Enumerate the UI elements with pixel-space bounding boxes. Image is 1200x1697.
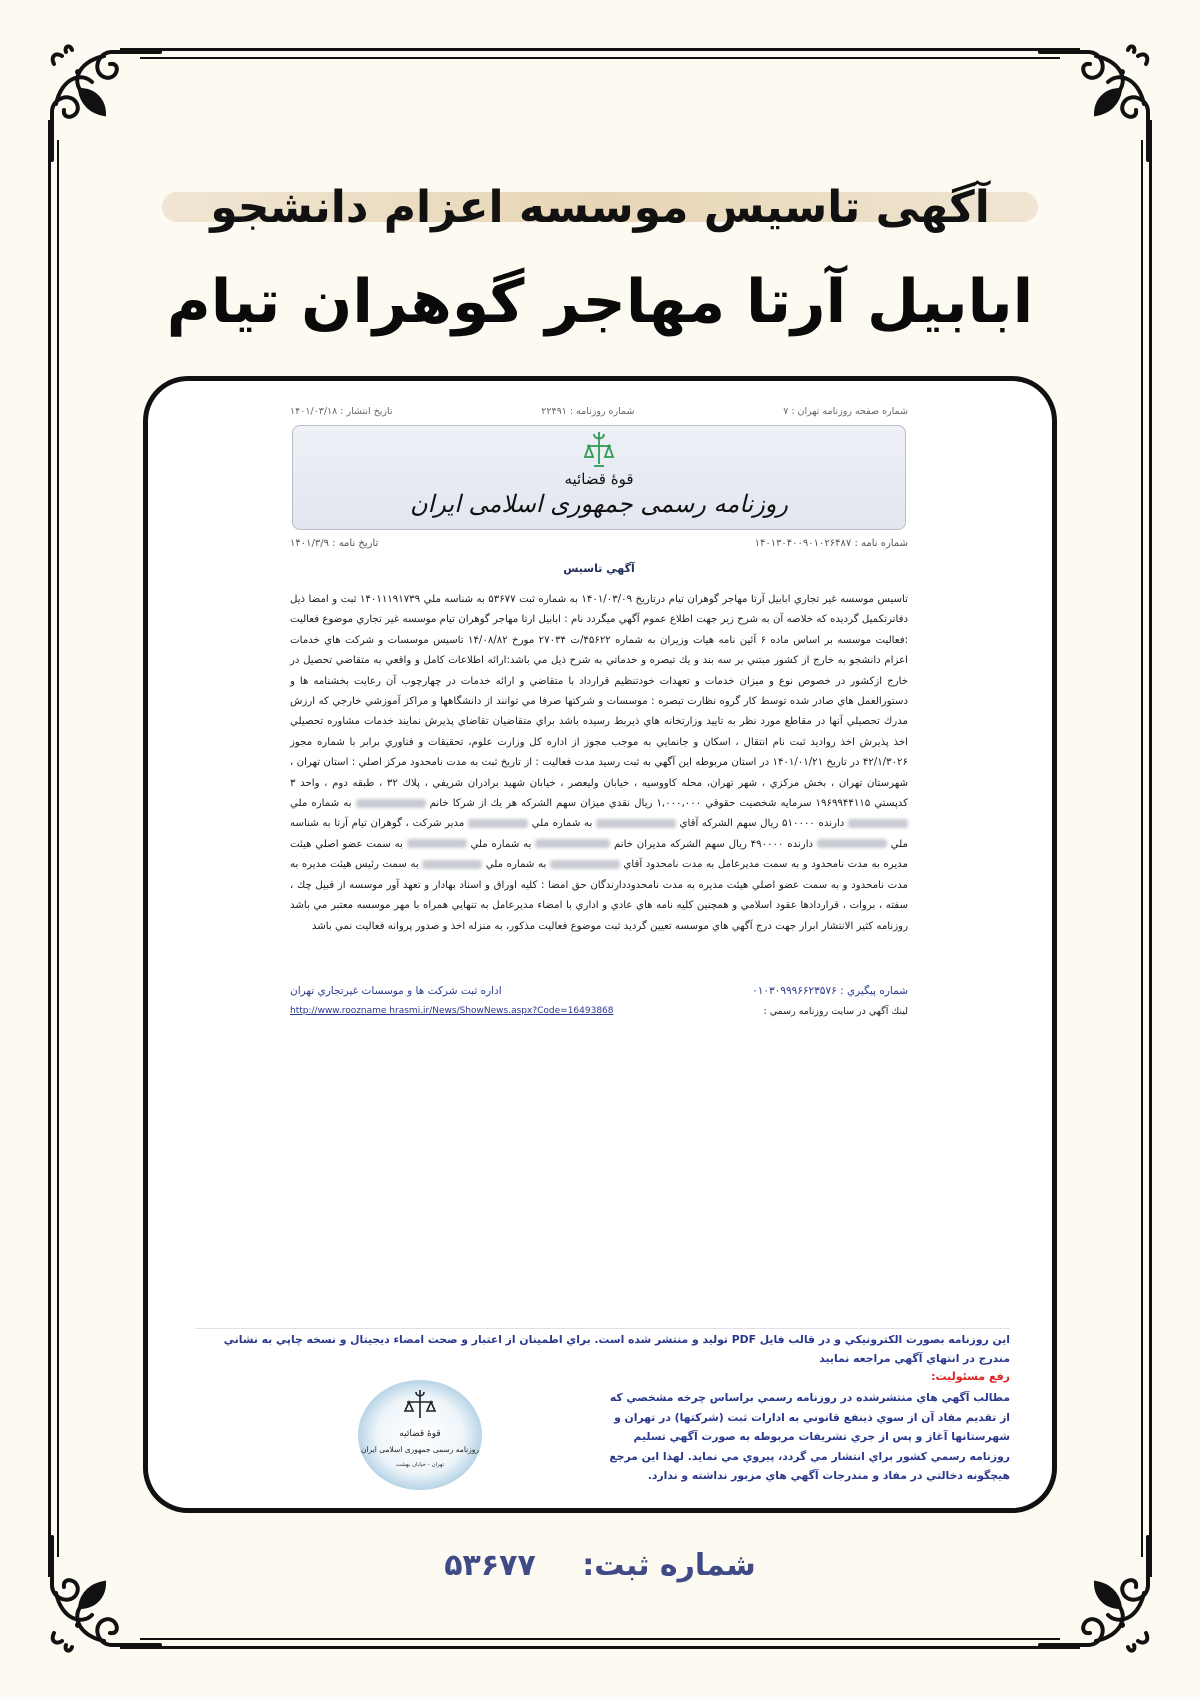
frame-top-inner (140, 57, 1060, 59)
body-text-part: دارنده ۵۱۰۰۰۰ ريال سهم الشركه آقاي (679, 818, 845, 830)
body-text-part: به شماره ملي (470, 838, 532, 850)
redacted-name (356, 799, 426, 808)
seal-line-3: تهران - خیابان بهشت (395, 1462, 445, 1468)
masthead-title: روزنامه رسمی جمهوری اسلامی ایران (410, 490, 788, 518)
body-text-part: دارنده ۴۹۰۰۰۰ ريال سهم الشركه مديران خانم (613, 838, 814, 850)
gazette-masthead (292, 425, 906, 530)
announcement-title: آگهي تاسيس (563, 562, 635, 575)
redacted-name (535, 839, 610, 848)
letter-meta-row (290, 538, 908, 549)
headline-line-2: ابابیل آرتا مهاجر گوهران تیام (166, 267, 1034, 337)
letter-date-label: تاریخ نامه : ۱۴۰۱/۳/۹ (290, 538, 379, 549)
publish-date-label: تاریخ انتشار : ۱۴۰۱/۰۳/۱۸ (290, 406, 393, 417)
body-text-part: تاسيس موسسه غير تجاري ابابيل آرتا مهاجر گوهران تيام درتاريخ ۱۴۰۱/۰۳/۰۹ به شماره ثبت ۵۳۶۷۷ به شناسه ملي ۱۴۰۱۱۱۹۱۷۳۹ ثبت و امضا ذيل دفاترتكميل گرديده كه خلاصه آن به شرح زير جهت اطلاع عموم آگهي ميگردد نام : ابابيل ارتا مهاجر گوهران تيام موسسه غير تجاري موضوع فعاليت :فعاليت موسسه بر اساس ماده ۶ آئين نامه هيات وزيران به شماره ۴۵۶۲۲/ت ۲۷۰۳۴ مورخ ۱۴/۰۸/۸۲ تاسيس موسسات و شركت هاي خدمات اعزام دانشجو به خارج از كشور مبتني بر سه بند و يك تبصره و خدماتي به شرح ذيل مي باشد:ارائه اطلاعات كامل و واقعي به متقاضي تحصيل در خارج ازكشور در خصوص نوع و ميزان خدمات و تعهدات خودتنظيم قرارداد با متقاضي و ارائه خدمات در چهارچوب آن رعايت بخشنامه ها و دستورالعمل هاي صادر شده توسط كار گروه نظارت تبصره : موسسات و شركتها صرفا مي توانند از دانشگاهها و مراكز آموزشي خارجي كه ارزش مدرك تحصيلي آنها در مقاطع مورد نظر به تاييد وزارتخانه هاي ذيربط رسيده باشد براي متقاضيان تقاضاي پذيرش نمايند خدمات مشاوره تحصيلي اخذ پذيرش اخذ رواديد ثبت نام انتقال ، اسكان و جانمايي به موجب مجوز از اداره كل وزارت علوم، تحقيقات و فناوري برابر با شماره مجوز ۴۲/۱/۳۰۲۶ در تاريخ ۱۴۰۱/۰۱/۲۱ در استان مربوطه اين آگهي به ثبت رسيد مدت فعاليت : از تاريخ ثبت به مدت نامحدود مركز اصلي : استان تهران ، شهرستان تهران ، بخش مركزي ، شهر تهران، محله كاووسيه ، خيابان وليعصر ، خيابان شهيد برادران شريفي ، پلاك ۳۲ ، طبقه دوم ، واحد ۳ كدپستي ۱۹۶۹۹۴۴۱۱۵ سرمايه شخصيت حقوقي ۱,۰۰۰,۰۰۰ ريال نقدي ميزان سهم الشركه هر يك از شركا خانم (290, 594, 909, 810)
registry-office-name: اداره ثبت شركت ها و موسسات غيرتجاري تهران (290, 985, 502, 997)
corner-ornament-bottom-right-icon (1038, 1535, 1158, 1655)
frame-right-inner (1141, 140, 1143, 1557)
body-text-part: به سمت عضو اصلي هيئت مديره به مدت نامحدود و به سمت مديرعامل به مدت نامحدود آقاي (290, 838, 908, 871)
corner-ornament-top-right-icon (1038, 42, 1158, 162)
disclaimer-heading: رفع مسئوليت: (931, 1370, 1010, 1383)
frame-right-outer (1149, 120, 1152, 1577)
body-text-part: به شماره ملي (531, 818, 593, 830)
registration-value: ۵۳۶۷۷ (444, 1548, 536, 1583)
headline-line-1: آگهی تاسیس موسسه اعزام دانشجو (210, 182, 990, 233)
disclaimer-intro: اين روزنامه بصورت الكترونيكي و در قالب فايل PDF توليد و منتشر شده است. براي اطمينان از اعتبار و صحت امضاء ديجيتال و نسخه چاپي به نشاني مندرج در انتهاي آگهي مراجعه نماييد (223, 1333, 1010, 1365)
frame-left-inner (57, 140, 59, 1557)
body-text-part: به شماره ملي (290, 798, 352, 810)
tracking-row (290, 985, 908, 997)
gazette-seal (355, 1378, 485, 1493)
frame-top-outer (120, 48, 1080, 51)
judiciary-emblem-icon (582, 430, 616, 470)
page-number-label: شماره صفحه روزنامه تهران : ۷ (783, 406, 908, 417)
redacted-id (407, 839, 467, 848)
seal-line-1: قوۀ قضائیه (399, 1429, 441, 1439)
redacted-name (596, 819, 676, 828)
gazette-meta-row (290, 406, 908, 417)
body-text-part: به سمت رئيس هيئت مديره به مدت نامحدود و به سمت عضو اصلي هيئت مديره به مدت نامحدوددارندگان حق امضا : كليه اوراق و اسناد بهادار و تعهد آور موسسه از قبيل چك ، سفته ، بروات ، قراردادها عقود اسلامي و همچنين كليه نامه هاي عادي و اداري با امضاء مديرعامل به تنهايي همراه با مهر موسسه معتبر مي باشد روزنامه كثير الانتشار ابرار جهت درج آگهي هاي موسسه تعيين گرديد ثبت موضوع فعاليت مذكور، به منزله اخذ و صدور پروانه فعاليت نمي باشد (290, 859, 908, 932)
redacted-id (468, 819, 528, 828)
redacted-name (550, 860, 620, 869)
frame-bottom-inner (140, 1638, 1060, 1640)
seal-line-2: روزنامه رسمی جمهوری اسلامی ایران (360, 1445, 480, 1454)
frame-bottom-outer (120, 1646, 1080, 1649)
tracking-number: شماره پيگيري : ۰۱۰۳۰۹۹۹۶۶۲۳۵۷۶ (752, 985, 908, 997)
letter-number-label: شماره نامه : ۱۴۰۱۳۰۴۰۰۹۰۱۰۲۶۴۸۷ (754, 538, 908, 549)
masthead-subtitle: قوۀ قضائیه (564, 470, 634, 488)
registration-label: شماره ثبت: (582, 1548, 756, 1583)
redacted-id (817, 839, 887, 848)
link-label: لينك آگهي در سايت روزنامه رسمي : (763, 1006, 908, 1017)
registration-number (300, 1548, 900, 1583)
disclaimer-body: مطالب آگهي هاي منتشرشده در روزنامه رسمي براساس چرخه مشخصي كه از تقديم مفاد آن از سوي ذينفع قانوني به ادارات ثبت (شركتها) در تهران و شهرستانها آغاز و پس از جري تشريفات مربوطه به صورت آگهي تسليم روزنامه رسمي كشور براي انتشار مي گردد، پيروي مي نمايد. لهذا اين مرجع هيچگونه دخالتي در مفاد و مندرجات آگهي هاي مزبور نداشته و ندارد. (609, 1391, 1010, 1482)
redacted-id (422, 860, 482, 869)
issue-number-label: شماره روزنامه : ۲۲۴۹۱ (541, 406, 635, 417)
corner-ornament-bottom-left-icon (42, 1535, 162, 1655)
frame-left-outer (48, 120, 51, 1577)
redacted-id (848, 819, 908, 828)
disclaimer-divider (195, 1328, 1010, 1329)
body-text-part: به شماره ملي (485, 859, 547, 871)
gazette-link[interactable]: http://www.roozname hrasmi.ir/News/ShowNews.aspx?Code=16493868 (290, 1006, 614, 1016)
body-text-part: مدير شركت ، گوهران تيام آرتا به شناسه ملي (290, 818, 908, 850)
link-row (290, 1006, 908, 1017)
corner-ornament-top-left-icon (42, 42, 162, 162)
announcement-body (290, 590, 908, 937)
